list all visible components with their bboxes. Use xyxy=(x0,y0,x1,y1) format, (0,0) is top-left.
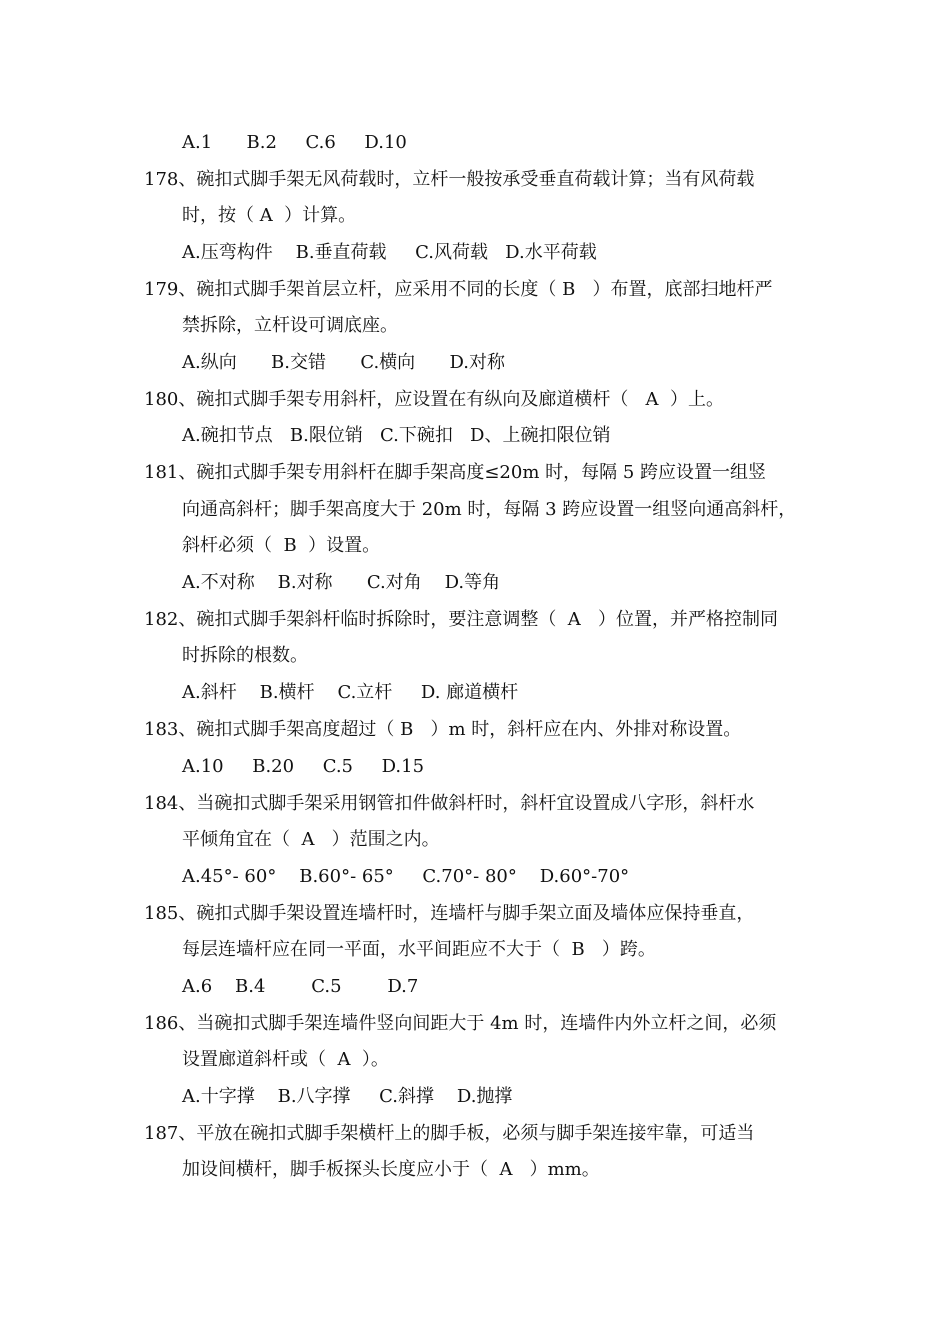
question-continuation: 加设间横杆，脚手板探头长度应小于（ A ）mm。 xyxy=(182,1159,600,1180)
question-continuation: 平倾角宜在（ A ）范围之内。 xyxy=(182,829,440,850)
options-line: A.纵向 B.交错 C.横向 D.对称 xyxy=(182,352,506,373)
question-185: 185、碗扣式脚手架设置连墙杆时，连墙杆与脚手架立面及墙体应保持垂直， xyxy=(144,903,755,924)
options-line: A.10 B.20 C.5 D.15 xyxy=(182,756,425,777)
question-187: 187、平放在碗扣式脚手架横杆上的脚手板，必须与脚手架连接牢靠，可适当 xyxy=(144,1123,755,1144)
question-continuation: 向通高斜杆；脚手架高度大于 20m 时，每隔 3 跨应设置一组竖向通高斜杆， xyxy=(182,499,797,520)
options-line: A.1 B.2 C.6 D.10 xyxy=(182,132,407,153)
question-continuation: 每层连墙杆应在同一平面，水平间距应不大于（ B ）跨。 xyxy=(182,939,656,960)
question-continuation: 时，按（ A ）计算。 xyxy=(182,205,357,226)
question-continuation: 斜杆必须（ B ）设置。 xyxy=(182,535,381,556)
question-178: 178、碗扣式脚手架无风荷载时，立杆一般按承受垂直荷载计算；当有风荷载 xyxy=(144,169,755,190)
question-continuation: 时拆除的根数。 xyxy=(182,645,308,666)
question-181: 181、碗扣式脚手架专用斜杆在脚手架高度≤20m 时，每隔 5 跨应设置一组竖 xyxy=(144,462,767,483)
options-line: A.斜杆 B.横杆 C.立杆 D. 廊道横杆 xyxy=(182,682,519,703)
question-183: 183、碗扣式脚手架高度超过（ B ）m 时，斜杆应在内、外排对称设置。 xyxy=(144,719,742,740)
options-line: A.6 B.4 C.5 D.7 xyxy=(182,976,419,997)
options-line: A.十字撑 B.八字撑 C.斜撑 D.抛撑 xyxy=(182,1086,513,1107)
question-182: 182、碗扣式脚手架斜杆临时拆除时，要注意调整（ A ）位置，并严格控制同 xyxy=(144,609,778,630)
question-186: 186、当碗扣式脚手架连墙件竖向间距大于 4m 时，连墙件内外立杆之间，必须 xyxy=(144,1013,777,1034)
options-line: A.不对称 B.对称 C.对角 D.等角 xyxy=(182,572,501,593)
options-line: A.碗扣节点 B.限位销 C.下碗扣 D、上碗扣限位销 xyxy=(182,425,611,446)
question-184: 184、当碗扣式脚手架采用钢管扣件做斜杆时，斜杆宜设置成八字形，斜杆水 xyxy=(144,793,755,814)
question-continuation: 禁拆除，立杆设可调底座。 xyxy=(182,315,398,336)
options-line: A.45°- 60° B.60°- 65° C.70°- 80° D.60°-70° xyxy=(182,866,630,887)
question-179: 179、碗扣式脚手架首层立杆，应采用不同的长度（ B ）布置，底部扫地杆严 xyxy=(144,279,773,300)
question-continuation: 设置廊道斜杆或（ A ）。 xyxy=(182,1049,389,1070)
question-180: 180、碗扣式脚手架专用斜杆，应设置在有纵向及廊道横杆（ A ）上。 xyxy=(144,389,724,410)
options-line: A.压弯构件 B.垂直荷载 C.风荷载 D.水平荷载 xyxy=(182,242,597,263)
